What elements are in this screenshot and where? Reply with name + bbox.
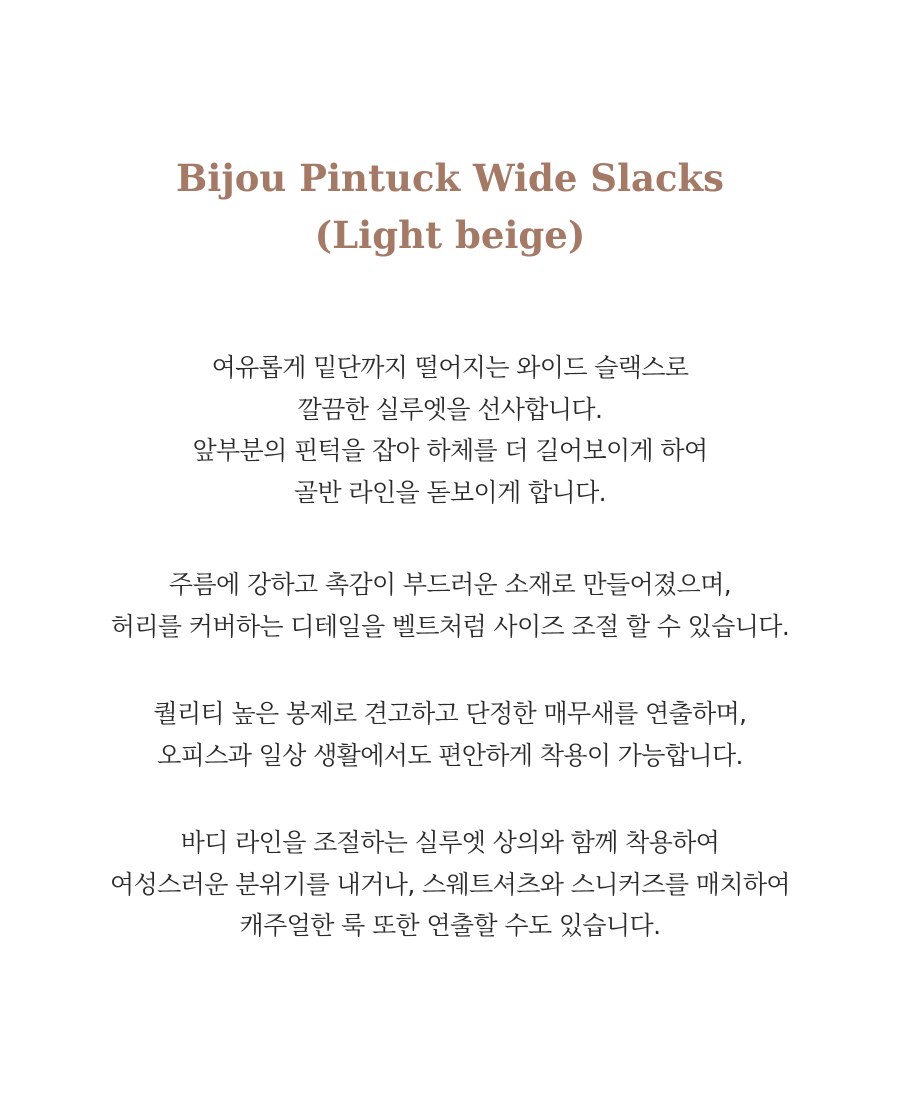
description-paragraph-styling xyxy=(0,822,900,947)
description-paragraph-fit xyxy=(0,347,900,513)
description-line: 여유롭게 밑단까지 떨어지는 와이드 슬랙스로 xyxy=(211,353,689,382)
description-line: 캐주얼한 룩 또한 연출할 수도 있습니다. xyxy=(239,911,661,940)
description-line: 앞부분의 핀턱을 잡아 하체를 더 길어보이게 하여 xyxy=(192,436,708,465)
description-line: 오피스과 일상 생활에서도 편안하게 착용이 가능합니다. xyxy=(157,740,743,770)
description-line: 퀄리티 높은 봉제로 견고하고 단정한 매무새를 연출하며, xyxy=(153,699,747,728)
description-line: 골반 라인을 돋보이게 합니다. xyxy=(294,477,606,507)
description-line: 주름에 강하고 촉감이 부드러운 소재로 만들어졌으며, xyxy=(168,570,732,599)
product-title xyxy=(0,150,900,264)
product-title-color: (Light beige) xyxy=(314,213,586,257)
description-line: 바디 라인을 조절하는 실루엣 상의와 함께 착용하여 xyxy=(180,828,720,857)
description-line: 깔끔한 실루엣을 선사합니다. xyxy=(297,394,603,424)
description-paragraph-material xyxy=(0,564,900,647)
description-line: 여성스러운 분위기를 내거나, 스웨트셔츠와 스니커즈를 매치하여 xyxy=(110,869,790,899)
product-title-name: Bijou Pintuck Wide Slacks xyxy=(176,156,724,200)
description-paragraph-quality xyxy=(0,693,900,776)
description-line: 허리를 커버하는 디테일을 벨트처럼 사이즈 조절 할 수 있습니다. xyxy=(110,611,790,641)
